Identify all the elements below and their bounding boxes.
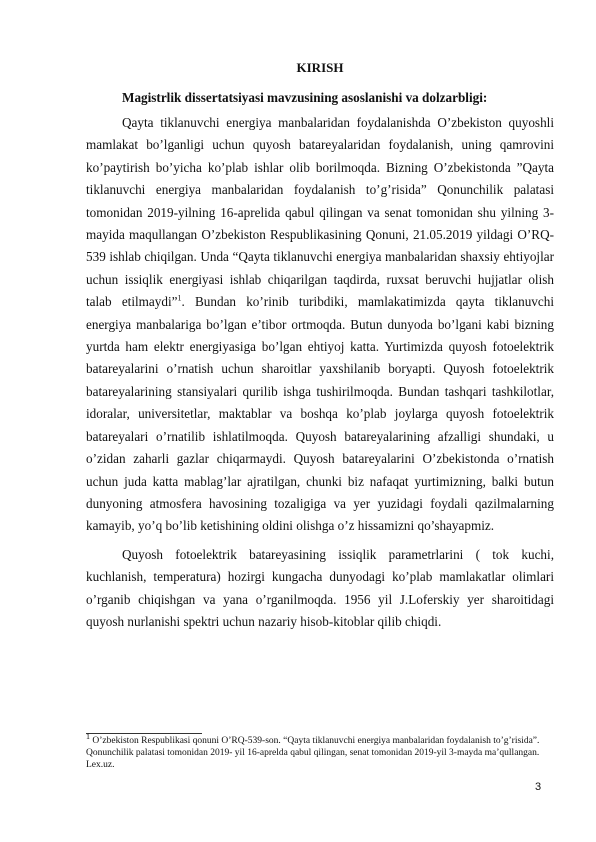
footnote-marker: 1 bbox=[86, 731, 90, 741]
body-text bbox=[86, 112, 554, 633]
paragraph-1 bbox=[86, 112, 554, 538]
paragraph-1-part-1: Qayta tiklanuvchi energiya manbalaridan foydalanishda O’zbekiston quyoshli mamlakat bo’lganligi uchun quyosh batareyalaridan foydalanish, uning qamrovini ko’paytirish bo’yicha ko’plab ishlar olib borilmoqda. Bizning O’zbekistonda ”Qayta tiklanuvchi energiya manbalaridan foydalanish to’g’risida” Qonunchilik palatasi tomonidan 2019-yilning 16-aprelida qabul qilingan va senat tomonidan shu yilning 3-mayida maqullangan O’zbekiston Respublikasining Qonuni, 21.05.2019 yildagi O’RQ-539 ishlab chiqilgan. Unda “Qayta tiklanuvchi energiya manbalaridan shaxsiy ehtiyojlar uchun issiqlik energiyasi ishlab chiqarilgan taqdirda, ruxsat beruvchi hujjatlar olish talab etilmaydi” bbox=[86, 115, 554, 310]
footnote-divider bbox=[86, 733, 202, 734]
footnote-reference[interactable]: 1 bbox=[177, 293, 182, 303]
page-number: 3 bbox=[535, 781, 542, 793]
page-title: KIRISH bbox=[296, 60, 344, 75]
section-subheading: Magistrlik dissertatsiyasi mavzusining asoslanishi va dolzarbligi: bbox=[122, 90, 488, 105]
footnote bbox=[86, 731, 546, 771]
paragraph-1-part-2: . Bundan ko’rinib turibdiki, mamlakatimizda qayta tiklanuvchi energiya manbalariga bo’lgan e’tibor ortmoqda. Butun dunyoda bo’lgani kabi bizning yurtda ham elektr energiyasiga bo’lgan ehtiyoj katta. Yurtimizda quyosh fotoelektrik batareyalarini o’rnatish uchun sharoitlar yaxshilanib boryapti. Quyosh fotoelektrik batareyalarining stansiyalari qurilib ishga tushirilmoqda. Bundan tashqari tashkilotlar, idoralar, universitetlar, maktablar va boshqa ko’plab joylarga quyosh fotoelektrik batareyalari o’rnatilib ishlatilmoqda. Quyosh batareyalarining afzalligi shundaki, u o’zidan zaharli gazlar chiqarmaydi. Quyosh batareyalarini O’zbekistonda o’rnatish uchun juda katta mablag’lar ajratilgan, chunki biz nafaqat yurtimizning, balki butun dunyoning atmosfera havosining tozaligiga va yer yuzidagi foydali qazilmalarning kamayib, yo’q bo’lib ketishining oldini olishga o’z hissamizni qo’shayapmiz. bbox=[86, 294, 554, 534]
footnote-text: O’zbekiston Respublikasi qonuni O’RQ-539-son. “Qayta tiklanuvchi energiya manbalaridan foydalanish to’g’risida”. Qonunchilik palatasi tomonidan 2019- yil 16-aprelda qabul qilingan, senat tomonidan 2019-yil 3-mayda ma’qullangan. Lex.uz. bbox=[86, 736, 540, 770]
paragraph-2: Quyosh fotoelektrik batareyasining issiqlik parametrlarini ( tok kuchi, kuchlanish, temperatura) hozirgi kungacha dunyodagi ko’plab mamlakatlar olimlari o’rganib chiqishgan va yana o’rganilmoqda. 1956 yil J.Loferskiy yer sharoitidagi quyosh nurlanishi spektri uchun nazariy hisob-kitoblar qilib chiqdi. bbox=[86, 546, 554, 629]
